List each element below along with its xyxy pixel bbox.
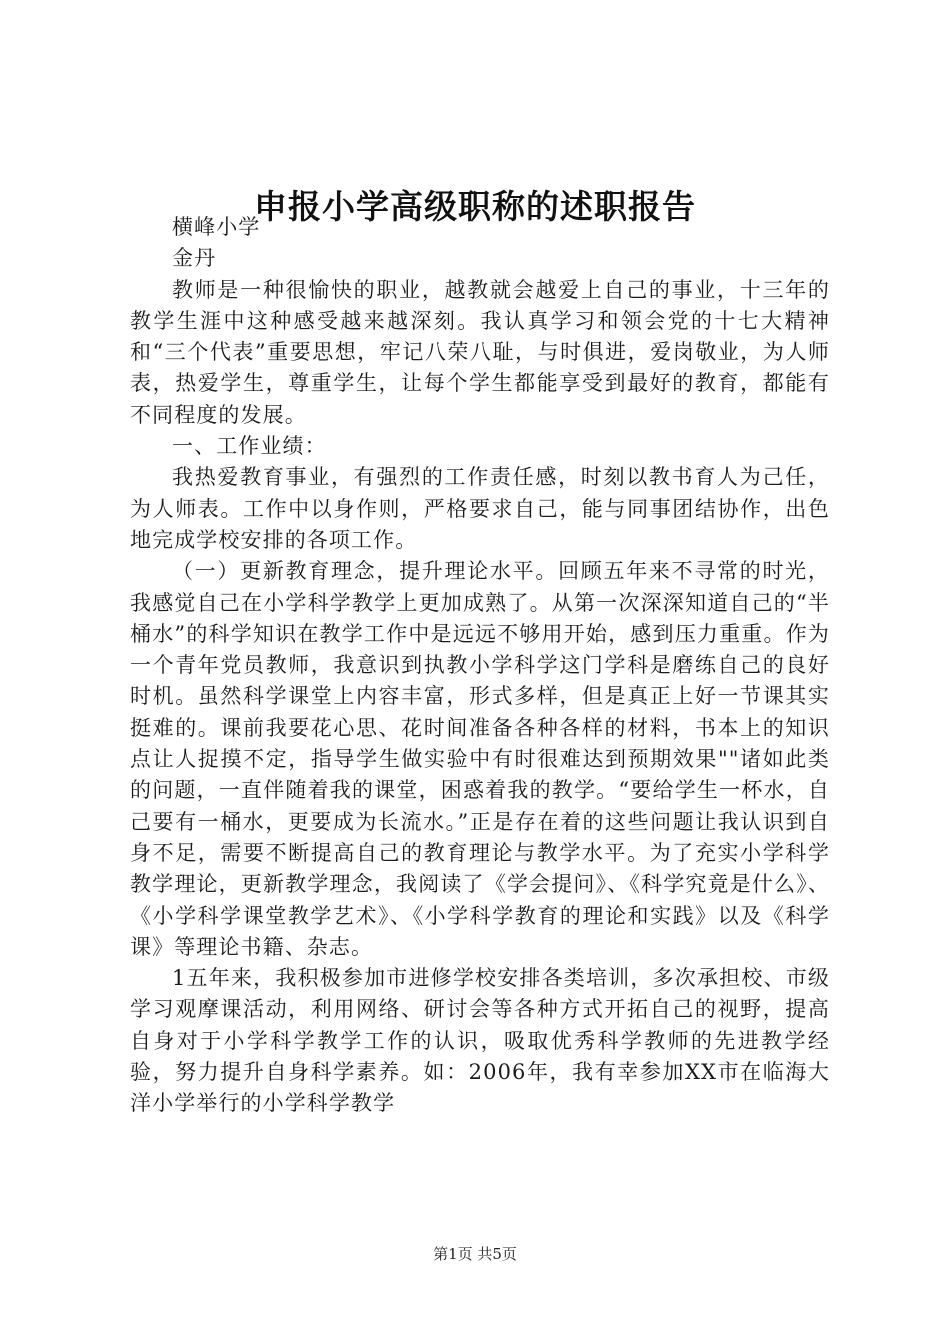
section-heading: 一、工作业绩：: [172, 434, 327, 459]
author-line: 金丹: [172, 246, 217, 271]
paragraph: 1五年来，我积极参加市进修学校安排各类培训，多次承担校、市级学习观摩课活动，利用网络、研讨会等各种方式开拓自己的视野，提高自身对于小学科学教学工作的认识，吸取优秀科学教师的先进教学经验，努力提升自身科学素养。如：2006年，我有幸参加XX市在临海大洋小学举行的小学科学教学: [130, 966, 830, 1116]
paragraph: （一）更新教育理念，提升理论水平。回顾五年来不寻常的时光，我感觉自己在小学科学教学上更加成熟了。从第一次深深知道自己的“半桶水”的科学知识在教学工作中是远远不够用开始，感到压力重重。作为一个青年党员教师，我意识到执教小学科学这门学科是磨练自己的良好时机。虽然科学课堂上内容丰富，形式多样，但是真正上好一节课其实挺难的。课前我要花心思、花时间准备各种各样的材料，书本上的知识点让人捉摸不定，指导学生做实验中有时很难达到预期效果""诸如此类的问题，一直伴随着我的课堂，困惑着我的教学。“要给学生一杯水，自己要有一桶水，更要成为长流水。”正是存在着的这些问题让我认识到自身不足，需要不断提高自己的教育理论与教学水平。为了充实小学科学教学理论，更新教学理念，我阅读了《学会提问》、《科学究竟是什么》、《小学科学课堂教学艺术》、《小学科学教育的理论和实践》以及《科学课》等理论书籍、杂志。: [130, 559, 830, 959]
document-title: 申报小学高级职称的述职报告: [254, 187, 696, 226]
document-body: [130, 212, 830, 1120]
paragraph: 我热爱教育事业，有强烈的工作责任感，时刻以教书育人为己任，为人师表。工作中以身作则，严格要求自己，能与同事团结协作，出色地完成学校安排的各项工作。: [130, 465, 830, 552]
page-footer: 第1页 共5页: [433, 1245, 517, 1263]
school-line: 横峰小学: [172, 215, 261, 239]
paragraph: 教师是一种很愉快的职业，越教就会越爱上自己的事业，十三年的教学生涯中这种感受越来越深刻。我认真学习和领会党的十七大精神和“三个代表”重要思想，牢记八荣八耻，与时俱进，爱岗敬业，为人师表，热爱学生，尊重学生，让每个学生都能享受到最好的教育，都能有不同程度的发展。: [130, 277, 830, 427]
